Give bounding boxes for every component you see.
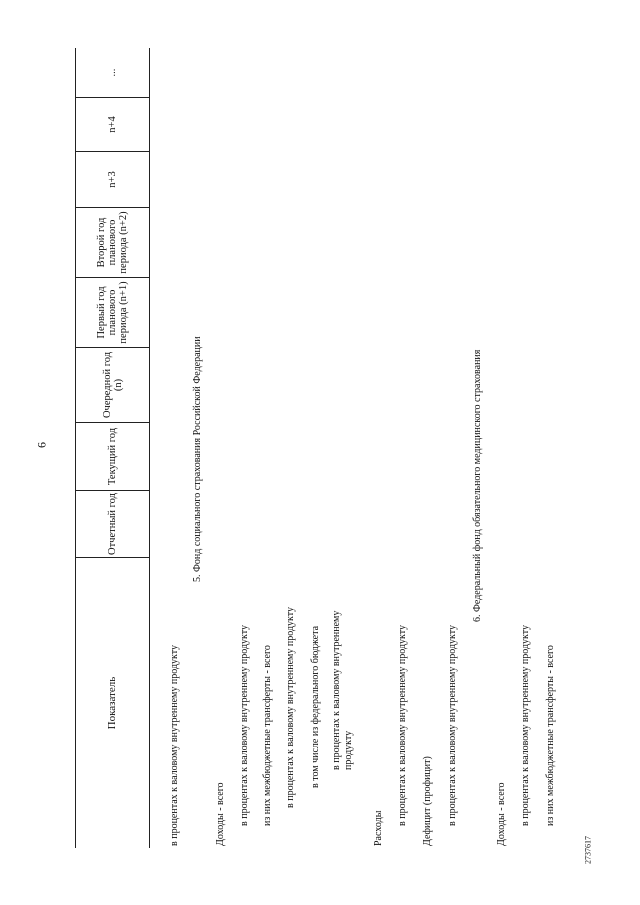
row-federal-gdp: в процентах к валовому внутреннему продукту (331, 610, 354, 770)
row-ffoms-income-gdp: в процентах к валовому внутреннему продукту (520, 625, 531, 826)
row-income-total: Доходы - всего (215, 782, 226, 846)
col-indicator: Показатель (106, 676, 118, 730)
row-expenses-gdp: в процентах к валовому внутреннему продукту (397, 625, 408, 826)
col-more: ... (76, 48, 149, 98)
row-federal-budget: в том числе из федерального бюджета (310, 625, 321, 788)
row-deficit-gdp: в процентах к валовому внутреннему продукту (447, 625, 458, 826)
col-current-year: Текущий год (76, 423, 149, 491)
section-title-6: 6. Федеральный фонд обязательного медицинского страхования (472, 349, 483, 622)
col-plan-year-2: Второй год планового периода (n+2) (76, 208, 149, 278)
row-ffoms-transfers-total: из них межбюджетные трансферты - всего (545, 645, 556, 826)
row-transfers-gdp: в процентах к валовому внутреннему продукту (285, 607, 296, 808)
col-next-year: Очередной год (n) (76, 348, 149, 423)
row-gdp-share: в процентах к валовому внутреннему продукту (169, 645, 180, 846)
section-title-5: 5. Фонд социального страхования Российской Федерации (192, 336, 203, 582)
row-ffoms-income-total: Доходы - всего (496, 782, 507, 846)
document-id: 2737617 (583, 836, 593, 864)
col-report-year: Отчетный год (76, 491, 149, 558)
col-n3: n+3 (76, 152, 149, 208)
page-number: 6 (34, 442, 49, 448)
row-expenses: Расходы (373, 810, 384, 846)
row-transfers-total: из них межбюджетные трансферты - всего (262, 645, 273, 826)
row-income-gdp: в процентах к валовому внутреннему продукту (239, 625, 250, 826)
rotated-table (75, 48, 640, 848)
row-deficit: Дефицит (профицит) (422, 756, 433, 846)
col-plan-year-1: Первый год планового периода (n+1) (76, 278, 149, 348)
table-header (75, 48, 150, 848)
col-n4: n+4 (76, 98, 149, 152)
